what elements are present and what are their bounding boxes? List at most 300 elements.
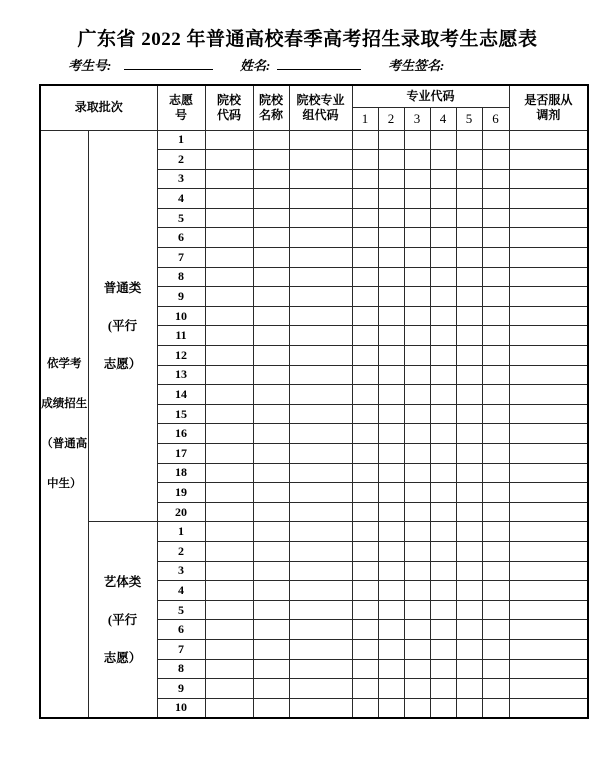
major-code-3-cell: [404, 659, 430, 679]
major-code-6-cell: [482, 365, 509, 385]
college-name-cell: [253, 698, 289, 718]
volunteer-number-cell: 1: [157, 522, 205, 542]
major-code-1-cell: [352, 385, 378, 405]
volunteer-number-cell: 6: [157, 620, 205, 640]
major-code-6-cell: [482, 698, 509, 718]
header-major-group-code-line2: 组代码: [302, 107, 339, 122]
major-code-5-cell: [456, 502, 482, 522]
major-code-5-cell: [456, 208, 482, 228]
college-name-cell: [253, 150, 289, 170]
page-title: 广东省 2022 年普通高校春季高考招生录取考生志愿表: [77, 29, 538, 50]
major-code-2-cell: [378, 208, 404, 228]
college-code-cell: [205, 444, 253, 464]
college-name-cell: [253, 581, 289, 601]
major-code-1-cell: [352, 150, 378, 170]
major-code-6-cell: [482, 130, 509, 150]
college-code-cell: [205, 561, 253, 581]
header-college-code-line2: 代码: [217, 107, 242, 122]
adjustment-cell: [509, 208, 588, 228]
major-code-1-cell: [352, 541, 378, 561]
college-code-cell: [205, 150, 253, 170]
major-code-5-cell: [456, 463, 482, 483]
major-code-5-cell: [456, 385, 482, 405]
header-major-code-2: 2: [378, 107, 404, 130]
adjustment-cell: [509, 581, 588, 601]
major-code-1-cell: [352, 522, 378, 542]
college-name-cell: [253, 444, 289, 464]
college-code-cell: [205, 424, 253, 444]
college-code-cell: [205, 169, 253, 189]
major-code-3-cell: [404, 541, 430, 561]
header-major-code-5: 5: [456, 107, 482, 130]
college-name-cell: [253, 522, 289, 542]
major-code-5-cell: [456, 600, 482, 620]
college-name-cell: [253, 424, 289, 444]
major-group-code-cell: [289, 424, 352, 444]
major-group-code-cell: [289, 444, 352, 464]
major-code-4-cell: [430, 130, 456, 150]
major-code-1-cell: [352, 267, 378, 287]
header-college-name-line2: 名称: [259, 107, 284, 122]
major-code-1-cell: [352, 306, 378, 326]
major-code-4-cell: [430, 189, 456, 209]
college-code-cell: [205, 600, 253, 620]
adjustment-cell: [509, 600, 588, 620]
adjustment-cell: [509, 463, 588, 483]
college-code-cell: [205, 679, 253, 699]
major-code-5-cell: [456, 267, 482, 287]
major-code-3-cell: [404, 346, 430, 366]
major-group-code-cell: [289, 208, 352, 228]
adjustment-cell: [509, 326, 588, 346]
major-code-4-cell: [430, 600, 456, 620]
volunteer-number-cell: 20: [157, 502, 205, 522]
major-code-5-cell: [456, 522, 482, 542]
header-admission-batch: 录取批次: [40, 85, 157, 130]
college-code-cell: [205, 541, 253, 561]
major-code-5-cell: [456, 365, 482, 385]
major-group-code-cell: [289, 679, 352, 699]
category-line: 志愿）: [103, 650, 142, 665]
adjustment-cell: [509, 385, 588, 405]
major-code-6-cell: [482, 306, 509, 326]
major-code-2-cell: [378, 267, 404, 287]
adjustment-cell: [509, 130, 588, 150]
category-line: (平行: [107, 612, 138, 627]
major-code-6-cell: [482, 502, 509, 522]
major-code-1-cell: [352, 248, 378, 268]
major-code-1-cell: [352, 463, 378, 483]
header-major-group-code-line1: 院校专业: [296, 92, 345, 107]
college-name-cell: [253, 365, 289, 385]
college-name-cell: [253, 267, 289, 287]
major-code-4-cell: [430, 679, 456, 699]
major-code-2-cell: [378, 228, 404, 248]
major-code-5-cell: [456, 561, 482, 581]
category-cell: [88, 130, 157, 522]
adjustment-cell: [509, 365, 588, 385]
major-code-2-cell: [378, 346, 404, 366]
volunteer-number-cell: 12: [157, 346, 205, 366]
adjustment-cell: [509, 444, 588, 464]
adjustment-cell: [509, 679, 588, 699]
major-code-6-cell: [482, 541, 509, 561]
major-code-6-cell: [482, 522, 509, 542]
major-code-3-cell: [404, 600, 430, 620]
adjustment-cell: [509, 522, 588, 542]
adjustment-cell: [509, 561, 588, 581]
adjustment-cell: [509, 698, 588, 718]
major-code-2-cell: [378, 522, 404, 542]
major-code-2-cell: [378, 248, 404, 268]
major-code-6-cell: [482, 639, 509, 659]
major-code-3-cell: [404, 306, 430, 326]
college-code-cell: [205, 639, 253, 659]
college-name-cell: [253, 326, 289, 346]
major-code-2-cell: [378, 306, 404, 326]
major-code-1-cell: [352, 287, 378, 307]
college-code-cell: [205, 287, 253, 307]
college-name-cell: [253, 541, 289, 561]
college-name-cell: [253, 483, 289, 503]
admission-batch-line: 依学考: [47, 357, 82, 370]
college-code-cell: [205, 326, 253, 346]
name-label: 姓名:: [240, 58, 271, 73]
college-name-cell: [253, 679, 289, 699]
volunteer-number-cell: 13: [157, 365, 205, 385]
major-code-4-cell: [430, 306, 456, 326]
major-code-2-cell: [378, 365, 404, 385]
major-code-4-cell: [430, 502, 456, 522]
header-college-code: [205, 85, 253, 130]
major-code-3-cell: [404, 463, 430, 483]
major-code-1-cell: [352, 502, 378, 522]
major-code-2-cell: [378, 581, 404, 601]
major-code-2-cell: [378, 385, 404, 405]
college-code-cell: [205, 404, 253, 424]
major-group-code-cell: [289, 561, 352, 581]
college-code-cell: [205, 698, 253, 718]
major-code-1-cell: [352, 326, 378, 346]
major-group-code-cell: [289, 228, 352, 248]
major-code-3-cell: [404, 639, 430, 659]
major-code-4-cell: [430, 698, 456, 718]
header-college-name-line1: 院校: [259, 92, 284, 107]
college-name-cell: [253, 385, 289, 405]
major-code-5-cell: [456, 228, 482, 248]
major-code-4-cell: [430, 463, 456, 483]
major-code-4-cell: [430, 522, 456, 542]
volunteer-number-cell: 10: [157, 306, 205, 326]
adjustment-cell: [509, 404, 588, 424]
major-code-3-cell: [404, 248, 430, 268]
volunteer-number-cell: 6: [157, 228, 205, 248]
header-adjustment-line1: 是否服从: [524, 92, 573, 107]
candidate-info-row: [0, 53, 615, 73]
college-code-cell: [205, 189, 253, 209]
adjustment-cell: [509, 346, 588, 366]
header-adjustment-line2: 调剂: [536, 107, 561, 122]
volunteer-number-cell: 9: [157, 287, 205, 307]
college-name-cell: [253, 502, 289, 522]
college-name-cell: [253, 659, 289, 679]
volunteer-number-cell: 2: [157, 541, 205, 561]
adjustment-cell: [509, 659, 588, 679]
college-code-cell: [205, 346, 253, 366]
major-code-5-cell: [456, 483, 482, 503]
major-code-6-cell: [482, 150, 509, 170]
major-group-code-cell: [289, 483, 352, 503]
major-code-3-cell: [404, 208, 430, 228]
major-code-1-cell: [352, 561, 378, 581]
volunteer-number-cell: 16: [157, 424, 205, 444]
major-code-4-cell: [430, 248, 456, 268]
major-code-4-cell: [430, 169, 456, 189]
major-code-2-cell: [378, 130, 404, 150]
college-name-cell: [253, 130, 289, 150]
major-code-6-cell: [482, 659, 509, 679]
major-code-4-cell: [430, 150, 456, 170]
college-code-cell: [205, 228, 253, 248]
major-group-code-cell: [289, 659, 352, 679]
major-group-code-cell: [289, 639, 352, 659]
category-line: 志愿）: [103, 356, 142, 371]
major-code-1-cell: [352, 365, 378, 385]
volunteer-number-cell: 3: [157, 169, 205, 189]
major-code-3-cell: [404, 502, 430, 522]
adjustment-cell: [509, 169, 588, 189]
college-code-cell: [205, 620, 253, 640]
major-code-4-cell: [430, 267, 456, 287]
category-cell: [88, 522, 157, 718]
major-code-5-cell: [456, 424, 482, 444]
major-code-1-cell: [352, 424, 378, 444]
major-code-4-cell: [430, 444, 456, 464]
major-code-2-cell: [378, 659, 404, 679]
major-code-3-cell: [404, 404, 430, 424]
major-group-code-cell: [289, 463, 352, 483]
volunteer-number-cell: 11: [157, 326, 205, 346]
header-major-code-4: 4: [430, 107, 456, 130]
major-code-4-cell: [430, 287, 456, 307]
candidate-number-blank-field: [124, 53, 213, 70]
major-group-code-cell: [289, 287, 352, 307]
table-row: [40, 130, 588, 150]
major-code-1-cell: [352, 169, 378, 189]
header-major-code-1: 1: [352, 107, 378, 130]
major-group-code-cell: [289, 267, 352, 287]
major-group-code-cell: [289, 698, 352, 718]
volunteer-number-cell: 5: [157, 208, 205, 228]
major-code-2-cell: [378, 483, 404, 503]
major-code-2-cell: [378, 404, 404, 424]
header-college-code-line1: 院校: [217, 92, 242, 107]
major-code-6-cell: [482, 620, 509, 640]
header-adjustment: [509, 85, 588, 130]
volunteer-number-cell: 9: [157, 679, 205, 699]
header-major-codes-group: 专业代码: [352, 85, 509, 107]
major-code-1-cell: [352, 189, 378, 209]
major-code-2-cell: [378, 326, 404, 346]
major-code-5-cell: [456, 248, 482, 268]
college-code-cell: [205, 208, 253, 228]
admission-batch-cell: [40, 130, 88, 718]
major-code-5-cell: [456, 326, 482, 346]
major-code-2-cell: [378, 561, 404, 581]
volunteer-number-cell: 1: [157, 130, 205, 150]
college-name-cell: [253, 287, 289, 307]
major-group-code-cell: [289, 581, 352, 601]
admission-batch-line: 中生）: [47, 477, 82, 490]
major-code-5-cell: [456, 620, 482, 640]
table-row: [40, 522, 588, 542]
major-code-6-cell: [482, 385, 509, 405]
header-college-name: [253, 85, 289, 130]
major-code-5-cell: [456, 444, 482, 464]
major-code-6-cell: [482, 189, 509, 209]
volunteer-number-cell: 4: [157, 189, 205, 209]
major-group-code-cell: [289, 189, 352, 209]
college-code-cell: [205, 581, 253, 601]
major-code-6-cell: [482, 326, 509, 346]
volunteer-number-cell: 18: [157, 463, 205, 483]
major-code-5-cell: [456, 189, 482, 209]
category-line: (平行: [107, 318, 138, 333]
major-group-code-cell: [289, 365, 352, 385]
major-code-2-cell: [378, 189, 404, 209]
major-code-6-cell: [482, 208, 509, 228]
major-code-1-cell: [352, 130, 378, 150]
major-code-2-cell: [378, 679, 404, 699]
major-code-5-cell: [456, 130, 482, 150]
major-code-5-cell: [456, 306, 482, 326]
college-name-cell: [253, 228, 289, 248]
college-code-cell: [205, 130, 253, 150]
major-code-4-cell: [430, 639, 456, 659]
volunteer-number-cell: 19: [157, 483, 205, 503]
volunteer-number-cell: 14: [157, 385, 205, 405]
volunteer-number-cell: 5: [157, 600, 205, 620]
major-code-5-cell: [456, 581, 482, 601]
college-name-cell: [253, 189, 289, 209]
college-code-cell: [205, 522, 253, 542]
major-code-2-cell: [378, 502, 404, 522]
admission-batch-line: 成绩招生: [41, 397, 88, 410]
college-name-cell: [253, 639, 289, 659]
college-name-cell: [253, 248, 289, 268]
college-code-cell: [205, 483, 253, 503]
major-code-1-cell: [352, 228, 378, 248]
major-code-6-cell: [482, 581, 509, 601]
major-code-3-cell: [404, 483, 430, 503]
major-code-3-cell: [404, 287, 430, 307]
candidate-number-label: 考生号:: [68, 58, 112, 73]
major-code-1-cell: [352, 679, 378, 699]
major-group-code-cell: [289, 541, 352, 561]
major-group-code-cell: [289, 150, 352, 170]
major-code-5-cell: [456, 287, 482, 307]
volunteer-number-cell: 8: [157, 659, 205, 679]
college-code-cell: [205, 385, 253, 405]
college-name-cell: [253, 306, 289, 326]
major-group-code-cell: [289, 346, 352, 366]
major-code-6-cell: [482, 424, 509, 444]
major-code-3-cell: [404, 581, 430, 601]
major-code-4-cell: [430, 659, 456, 679]
major-code-4-cell: [430, 326, 456, 346]
major-code-4-cell: [430, 228, 456, 248]
major-code-2-cell: [378, 444, 404, 464]
college-name-cell: [253, 169, 289, 189]
major-code-6-cell: [482, 169, 509, 189]
adjustment-cell: [509, 639, 588, 659]
major-code-1-cell: [352, 483, 378, 503]
major-code-3-cell: [404, 150, 430, 170]
major-code-3-cell: [404, 561, 430, 581]
major-code-3-cell: [404, 385, 430, 405]
major-code-3-cell: [404, 365, 430, 385]
major-code-2-cell: [378, 639, 404, 659]
major-code-4-cell: [430, 620, 456, 640]
adjustment-cell: [509, 424, 588, 444]
header-volunteer-number-line1: 志愿: [169, 92, 194, 107]
major-code-3-cell: [404, 326, 430, 346]
major-code-2-cell: [378, 620, 404, 640]
major-code-3-cell: [404, 424, 430, 444]
volunteer-number-cell: 7: [157, 248, 205, 268]
adjustment-cell: [509, 620, 588, 640]
major-code-4-cell: [430, 581, 456, 601]
major-group-code-cell: [289, 600, 352, 620]
major-code-5-cell: [456, 169, 482, 189]
major-code-5-cell: [456, 346, 482, 366]
major-group-code-cell: [289, 130, 352, 150]
college-code-cell: [205, 659, 253, 679]
major-code-3-cell: [404, 444, 430, 464]
major-code-4-cell: [430, 561, 456, 581]
major-code-1-cell: [352, 620, 378, 640]
major-code-4-cell: [430, 541, 456, 561]
major-code-5-cell: [456, 698, 482, 718]
adjustment-cell: [509, 502, 588, 522]
major-code-6-cell: [482, 463, 509, 483]
major-code-4-cell: [430, 404, 456, 424]
major-code-6-cell: [482, 404, 509, 424]
volunteer-number-cell: 10: [157, 698, 205, 718]
category-line: 普通类: [103, 280, 142, 295]
major-code-3-cell: [404, 679, 430, 699]
header-major-code-3: 3: [404, 107, 430, 130]
adjustment-cell: [509, 267, 588, 287]
header-volunteer-number-line2: 号: [175, 107, 188, 122]
major-code-3-cell: [404, 620, 430, 640]
major-code-3-cell: [404, 130, 430, 150]
major-code-4-cell: [430, 208, 456, 228]
major-code-4-cell: [430, 365, 456, 385]
major-group-code-cell: [289, 169, 352, 189]
major-group-code-cell: [289, 404, 352, 424]
admission-batch-line: （普通高: [41, 437, 88, 450]
major-code-5-cell: [456, 150, 482, 170]
major-group-code-cell: [289, 248, 352, 268]
major-code-6-cell: [482, 561, 509, 581]
college-code-cell: [205, 306, 253, 326]
major-code-2-cell: [378, 463, 404, 483]
major-code-6-cell: [482, 248, 509, 268]
major-code-1-cell: [352, 600, 378, 620]
college-name-cell: [253, 561, 289, 581]
adjustment-cell: [509, 541, 588, 561]
